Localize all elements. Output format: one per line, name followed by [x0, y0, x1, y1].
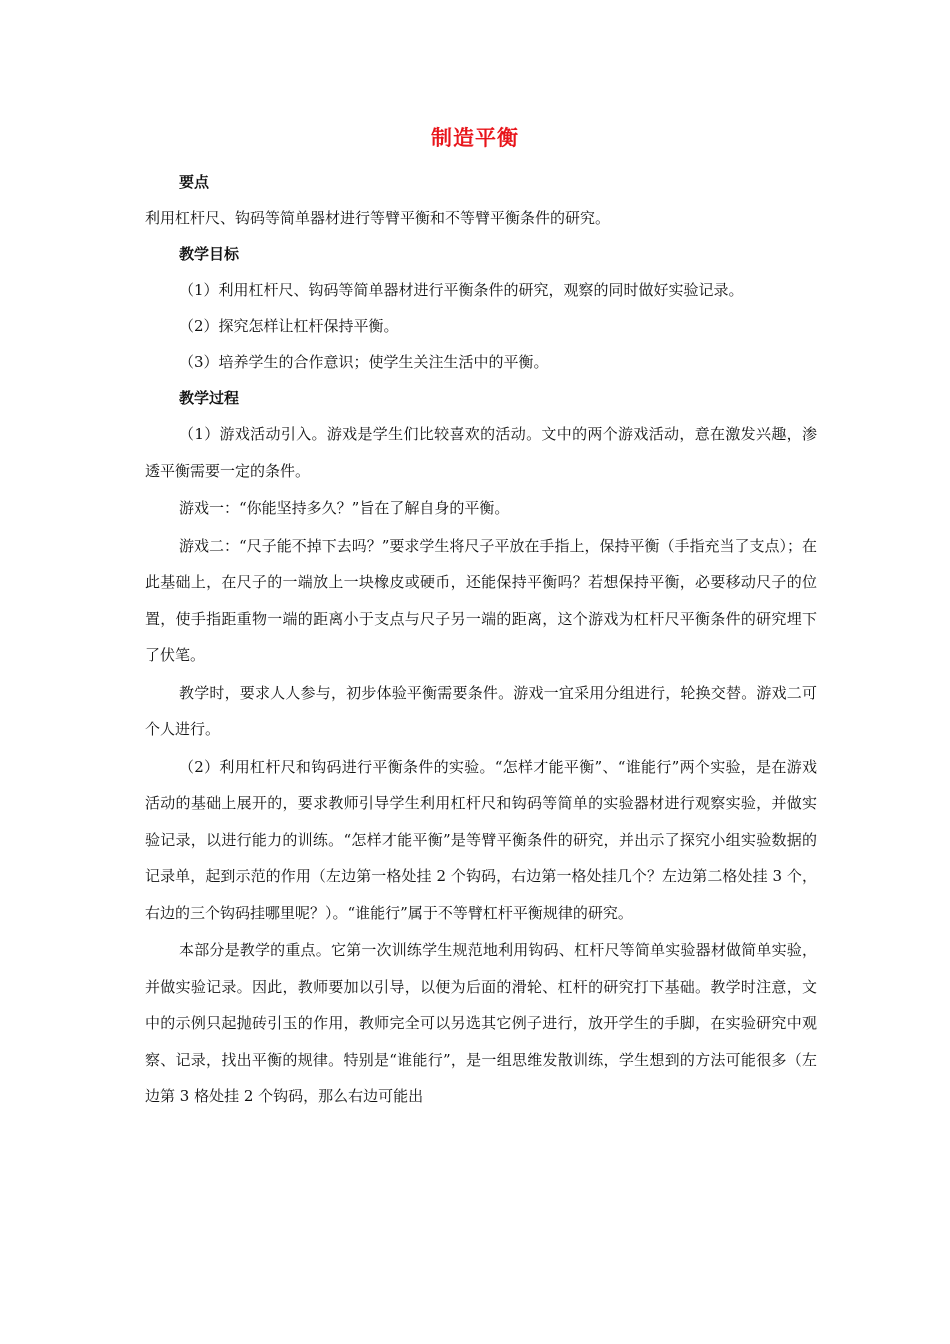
objective-item: （3）培养学生的合作意识；使学生关注生活中的平衡。 [179, 353, 549, 371]
document-title: 制造平衡 [431, 126, 519, 150]
process-paragraph: （2）利用杠杆尺和钩码进行平衡条件的实验。“怎样才能平衡”、“谁能行”两个实验，是在游戏活动的基础上展开的，要求教师引导学生利用杠杆尺和钩码等简单的实验器材进行观察实验，并做实验记录，以进行能力的训练。“怎样才能平衡”是等臂平衡条件的研究，并出示了探究小组实验数据的记录单，起到示范的作用（左边第一格处挂 2 个钩码，右边第一格处挂几个？左边第二格处挂 3 个，右边的三个钩码挂哪里呢？）。“谁能行”属于不等臂杠杆平衡规律的研究。 [145, 757, 817, 922]
section-heading-objectives: 教学目标 [179, 245, 240, 263]
objective-item: （2）探究怎样让杠杆保持平衡。 [179, 317, 399, 335]
process-paragraph: （1）游戏活动引入。游戏是学生们比较喜欢的活动。文中的两个游戏活动，意在激发兴趣，渗透平衡需要一定的条件。 [145, 425, 817, 480]
section-heading-process: 教学过程 [179, 389, 240, 407]
key-points-text: 利用杠杆尺、钩码等简单器材进行等臂平衡和不等臂平衡条件的研究。 [145, 209, 611, 227]
objective-item: （1）利用杠杆尺、钩码等简单器材进行平衡条件的研究，观察的同时做好实验记录。 [179, 281, 744, 299]
process-paragraph: 教学时，要求人人参与，初步体验平衡需要条件。游戏一宜采用分组进行，轮换交替。游戏二可个人进行。 [145, 683, 817, 738]
process-paragraph: 本部分是教学的重点。它第一次训练学生规范地利用钩码、杠杆尺等简单实验器材做简单实验，并做实验记录。因此，教师要加以引导，以便为后面的滑轮、杠杆的研究打下基础。教学时注意，文中的示例只起抛砖引玉的作用，教师完全可以另选其它例子进行，放开学生的手脚，在实验研究中观察、记录，找出平衡的规律。特别是“谁能行”，是一组思维发散训练，学生想到的方法可能很多（左边第 3 格处挂 2 个钩码，那么右边可能出 [145, 941, 817, 1105]
section-heading-key-points: 要点 [179, 173, 210, 191]
process-paragraph: 游戏二：“尺子能不掉下去吗？”要求学生将尺子平放在手指上，保持平衡（手指充当了支点）；在此基础上，在尺子的一端放上一块橡皮或硬币，还能保持平衡吗？若想保持平衡，必要移动尺子的位置，使手指距重物一端的距离小于支点与尺子另一端的距离，这个游戏为杠杆尺平衡条件的研究埋下了伏笔。 [145, 536, 817, 664]
document-body [145, 164, 817, 1116]
process-paragraph: 游戏一：“你能坚持多久？”旨在了解自身的平衡。 [179, 499, 510, 517]
